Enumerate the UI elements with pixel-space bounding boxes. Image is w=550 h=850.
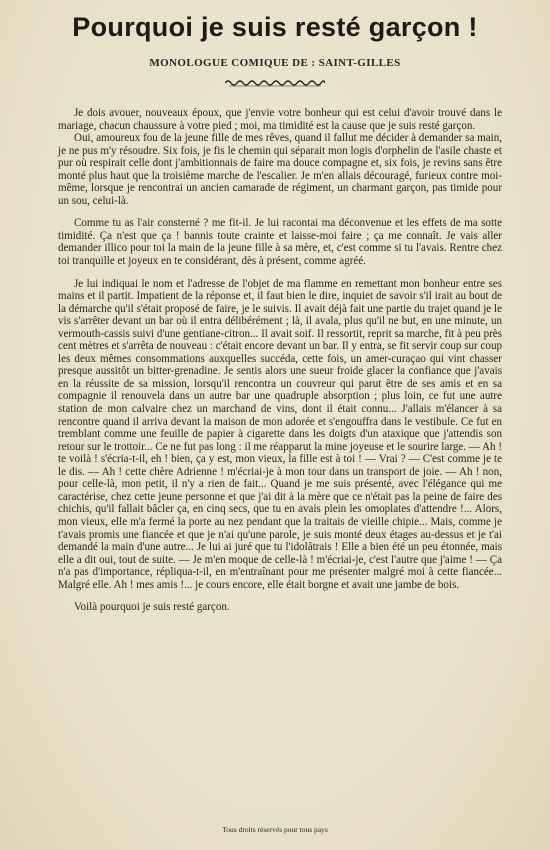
- copyright-footer: Tous droits réservés pour tous pays: [222, 825, 328, 834]
- closing-line: Voilà pourquoi je suis resté garçon.: [74, 601, 230, 614]
- paragraph: Je lui indiquai le nom et l'adresse de l'objet de ma flamme en remettant mon bonheur entre ses mains et il partit. Impatient de la réponse et, il faut bien le dire, inquiet de savoir s'il irait au bout de la démarche qu'il s'était proposé de faire, je le suivis. Il avait déjà fait une partie du trajet quand je le vis s'arrêter devant un bar où il entra délibérément ; là, il avala, plus qu'il ne but, en une minute, un vermouth-cassis suivi d'une gentiane-citron... Il avait soif. Il ressortit, reprit sa marche, fit à peu près cent mètres et s'arrêta de nouveau : c'était encore devant un bar. Il y entra, se fit servir coup sur coup les deux mêmes consommations auxquelles succéda, cette fois, un amer-curaçao qui vint chasser presque aussitôt un bitter-grenadine. Je sentis alors une sueur froide glacer la confiance que j'avais en la réussite de sa mission, lorsqu'il rencontra un couvreur qui parut être de ses amis et en sa compagnie il renouvela dans un autre bar une quadruple absorption ; plus loin, ce fut une autre station de mon calvaire chez un marchand de vins, dont il était connu... J'allais m'élancer à sa rencontre quand il arriva devant la maison de mon adorée et s'engouffra dans le vestibule. Ce fut en tremblant comme une feuille de papier à cigarette dans les doigts d'un ataxique que j'attendis son retour sur le trottoir... Ce ne fut pas long : il me réapparut la mine joyeuse et le sourire large. — Ah ! te voilà ! s'écria-t-il, eh ! bien, ça y est, mon vieux, la fille est à toi ! — Vrai ? — C'est comme je te le dis. — Ah ! cette chère Adrienne ! m'écriai-je à mon tour dans un transport de joie. — Ah ! non, pour celle-là, mon petit, il n'y a rien de fait... Quand je me suis présenté, avec l'élégance qui me caractérise, chez cette jeune personne et que j'ai dit à la mère que ce n'était pas la peine de faire des chichis, qu'il fallait bâcler ça, en cinq secs, que tu en avais plein les omoplates d'attendre !... Alors, mon vieux, elle m'a fermé la porte au nez pendant que la traitais de vieille chipie... Mais, comme je t'avais promis une fiancée et que je n'ai qu'une parole, je suis monté deux étages au-dessus et je t'ai demandé la main d'une autre... Je lui ai juré que tu l'idolâtrais ! Elle a bien été un peu étonnée, mais elle a dit oui, tout de suite. — Je m'en moque de celle-là ! m'écriai-je, c'est l'autre que j'aime ! — Ça n'a pas d'importance, répliqua-t-il, en m'entraînant pour me présenter malgré moi à cette fiancée... Malgré elle. Ah ! mes amis !... je cours encore, elle était borgne et avait une jambe de bois.: [58, 277, 502, 591]
- subtitle: MONOLOGUE COMIQUE DE : SAINT-GILLES: [149, 57, 401, 69]
- wavy-rule-ornament-icon: [225, 78, 325, 88]
- paragraph: Je dois avouer, nouveaux époux, que j'envie votre bonheur qui est celui d'avoir trouvé dans le mariage, chacun chaussure à votre pied ; moi, ma timidité est la cause que je suis resté garçon.: [58, 107, 502, 132]
- paragraph: Comme tu as l'air consterné ? me fit-il. Je lui racontai ma déconvenue et les effets de ma sotte timidité. Ça n'est que ça ! bannis toute crainte et laisse-moi faire ; ça me connaît. Je vais aller demander illico pour toi la main de la jeune fille à sa mère, et, c'est comme si tu l'avais. Rentre chez toi tranquille et joyeux en te considérant, dès à présent, comme agréé.: [58, 217, 502, 268]
- page-title: Pourquoi je suis resté garçon !: [72, 12, 478, 42]
- monologue-text: [58, 107, 502, 614]
- paragraph: Oui, amoureux fou de la jeune fille de mes rêves, quand il fallut me décider à demander sa main, je ne pus m'y résoudre. Six fois, je fis le chemin qui séparait mon logis d'orphelin de l'asile chaste et pur où respirait celle dont j'ambitionnais de faire ma douce compagne et, six fois, je revins sans être monté plus haut que la troisième marche de l'escalier. Je m'en allais découragé, furieux contre moi-même, lorsque je rencontrai un ancien camarade de régiment, un charmant garçon, pas timide pour un sou, celui-là.: [58, 132, 502, 207]
